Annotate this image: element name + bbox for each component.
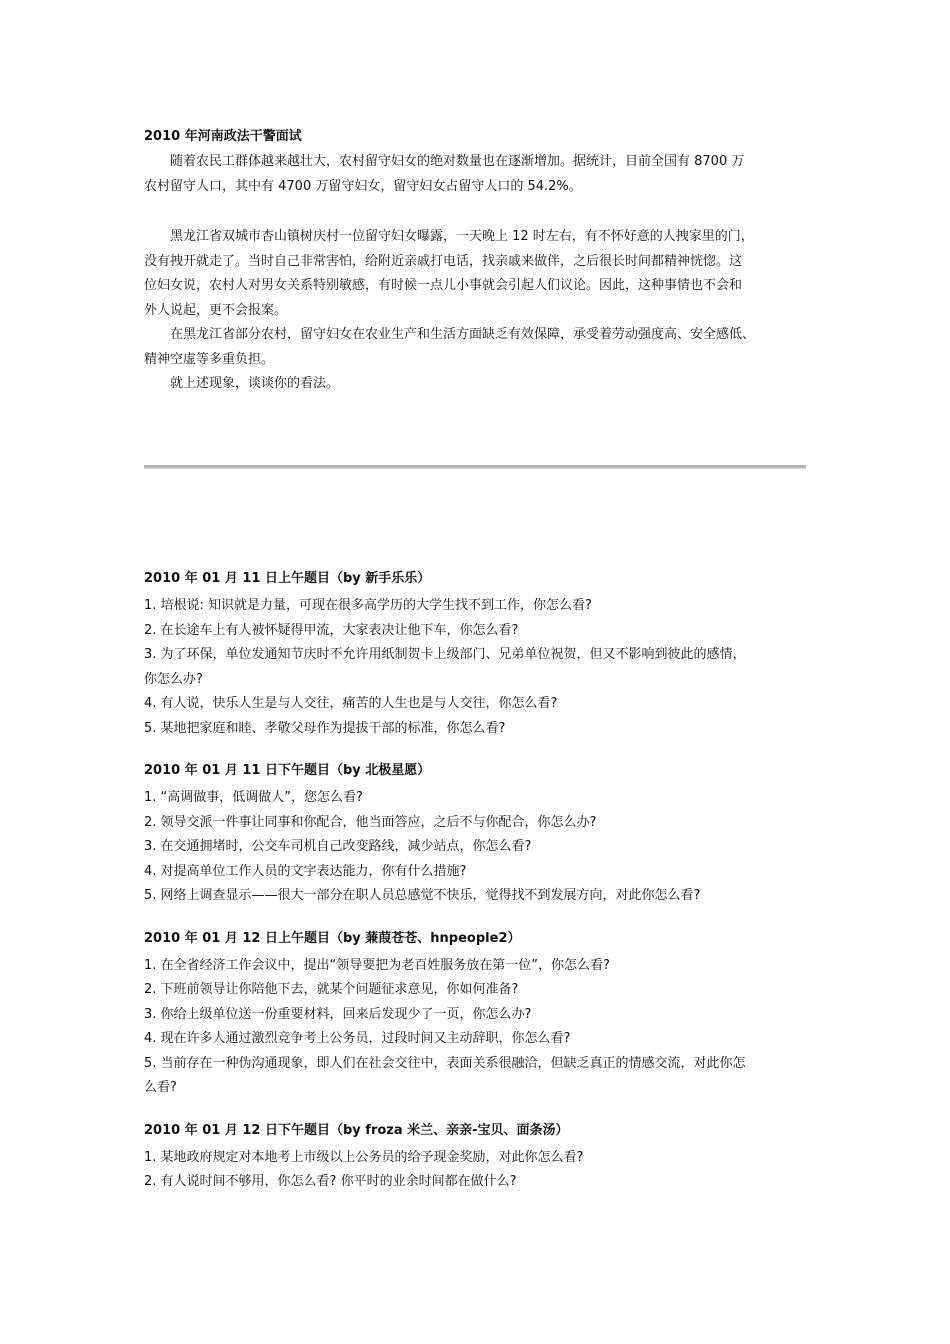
session-title: 2010 年 01 月 12 日下午题目（by froza 米兰、亲亲-宝贝、面条汤） xyxy=(144,1122,569,1138)
intro-paragraph-2-line: 没有拽开就走了。当时自己非常害怕，给附近亲戚打电话，找亲戚来做伴，之后很长时间都精神恍惚。这 xyxy=(144,253,743,269)
intro-paragraph-2-line: 外人说起，更不会报案。 xyxy=(144,302,288,318)
intro-paragraph-2-line: 位妇女说，农村人对男女关系特别敏感，有时候一点儿小事就会引起人们议论。因此，这种事情也不会和 xyxy=(144,278,743,293)
intro-paragraph-1-line: 农村留守人口，其中有 4700 万留守妇女，留守妇女占留守人口的 54.2%。 xyxy=(144,178,582,194)
question-line: 1. 培根说: 知识就是力量，可现在很多高学历的大学生找不到工作，你怎么看? xyxy=(144,598,592,613)
question-line: 1. “高调做事，低调做人”，您怎么看? xyxy=(144,790,363,805)
horizontal-divider xyxy=(144,465,806,469)
intro-paragraph-1 xyxy=(144,150,824,199)
session-block xyxy=(144,930,824,1101)
session-title: 2010 年 01 月 11 日上午题目（by 新手乐乐） xyxy=(144,571,431,586)
question-line: 2. 有人说时间不够用，你怎么看? 你平时的业余时间都在做什么? xyxy=(144,1174,517,1189)
intro-paragraph-3-line: 精神空虚等多重负担。 xyxy=(144,351,275,367)
intro-paragraph-3-line: 在黑龙江省部分农村，留守妇女在农业生产和生活方面缺乏有效保障，承受着劳动强度高、安全感低、 xyxy=(170,327,756,342)
question-line: 1. 某地政府规定对本地考上市级以上公务员的给予现金奖励，对此你怎么看? xyxy=(144,1149,584,1165)
question-line: 2. 领导交派一件事让同事和你配合，他当面答应，之后不与你配合，你怎么办? xyxy=(144,814,597,830)
question-line: 2. 在长途车上有人被怀疑得甲流，大家表决让他下车，你怎么看? xyxy=(144,622,519,638)
question-line: 1. 在全省经济工作会议中，提出“领导要把为老百姓服务放在第一位”，你怎么看? xyxy=(144,957,610,973)
intro-paragraph-2-line: 黑龙江省双城市杏山镇树庆村一位留守妇女曝露，一天晚上 12 时左右，有不怀好意的人拽家里的门， xyxy=(170,229,754,244)
intro-section xyxy=(144,128,824,397)
sessions-section xyxy=(144,570,824,1216)
intro-paragraph-3 xyxy=(144,323,824,372)
question-line: 么看? xyxy=(144,1080,177,1095)
question-line: 5. 当前存在一种伪沟通现象，即人们在社会交往中，表面关系很融洽，但缺乏真正的情感交流，对此你怎 xyxy=(144,1055,746,1071)
intro-paragraph-2 xyxy=(144,225,824,323)
session-block xyxy=(144,762,824,909)
session-block xyxy=(144,1122,824,1195)
question-line: 3. 为了环保，单位发通知节庆时不允许用纸制贺卡上级部门、兄弟单位祝贺，但又不影响到彼此的感情， xyxy=(144,647,746,662)
question-line: 2. 下班前领导让你陪他下去，就某个问题征求意见，你如何准备? xyxy=(144,982,519,997)
question-line: 3. 你给上级单位送一份重要材料，回来后发现少了一页，你怎么办? xyxy=(144,1006,532,1022)
question-line: 4. 现在许多人通过激烈竞争考上公务员，过段时间又主动辞职，你怎么看? xyxy=(144,1031,571,1046)
question-line: 4. 有人说，快乐人生是与人交往，痛苦的人生也是与人交往，你怎么看? xyxy=(144,696,558,711)
question-line: 3. 在交通拥堵时，公交车司机自己改变路线，减少站点，你怎么看? xyxy=(144,839,532,854)
intro-paragraph-1-line: 随着农民工群体越来越壮大，农村留守妇女的绝对数量也在逐渐增加。据统计，目前全国有 8700 万 xyxy=(170,154,745,169)
question-line: 5. 网络上调查显示——很大一部分在职人员总感觉不快乐，觉得找不到发展方向，对此你怎么看? xyxy=(144,888,701,903)
intro-paragraph-4: 就上述现象，谈谈你的看法。 xyxy=(170,376,340,391)
question-line: 你怎么办? xyxy=(144,671,203,687)
session-title: 2010 年 01 月 11 日下午题目（by 北极星愿） xyxy=(144,763,431,778)
session-title: 2010 年 01 月 12 日上午题目（by 蒹葭苍苍、hnpeople2） xyxy=(144,930,521,946)
question-line: 5. 某地把家庭和睦、孝敬父母作为提拔干部的标准，你怎么看? xyxy=(144,720,506,736)
intro-title: 2010 年河南政法干警面试 xyxy=(144,129,302,144)
question-line: 4. 对提高单位工作人员的文字表达能力，你有什么措施? xyxy=(144,863,467,879)
session-block xyxy=(144,570,824,741)
